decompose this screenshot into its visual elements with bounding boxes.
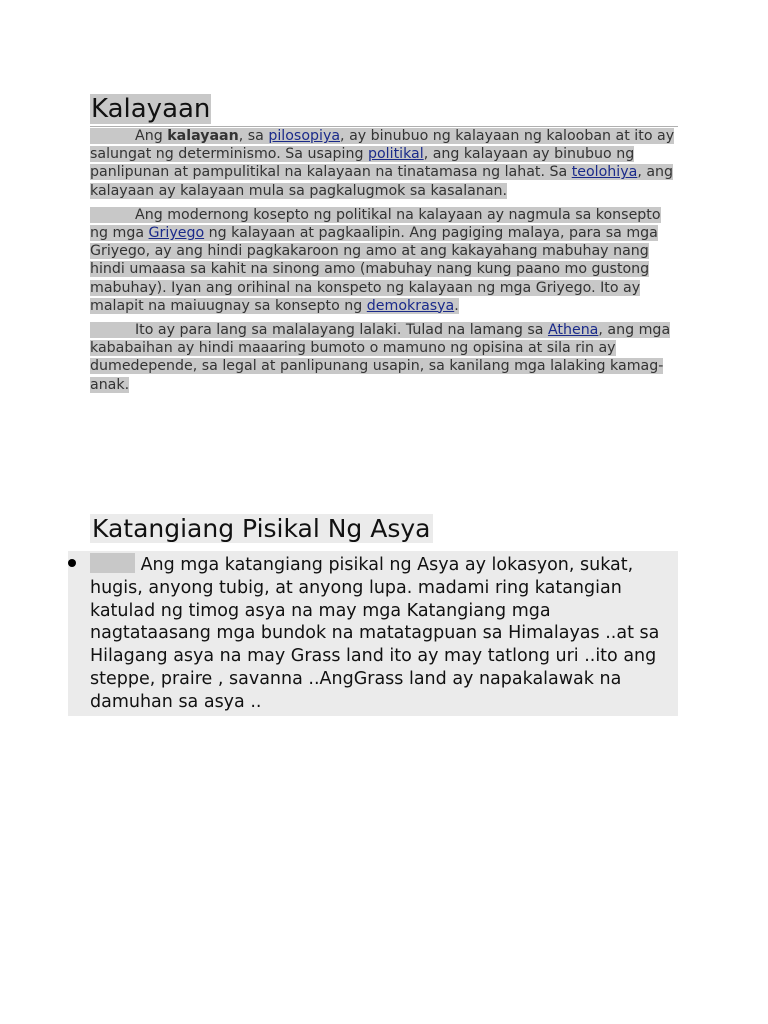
link-pilosopiya[interactable]: pilosopiya: [268, 128, 341, 144]
p2-text-2: ng kalayaan at pagkaalipin. Ang pagiging malaya, para sa mga Griyego, ay ang hindi pagkakaroon ng amo at ang kakayahang mabuhay nang hindi umaasa sa kahit na sinong amo (mabuhay nang kung paano mo gustong mabuhay). Iyan ang orihinal na konspeto ng kalayaan ng mga Griyego. Ito ay malapit na maiuugnay sa konsepto ng: [90, 225, 658, 314]
article-section-asya: [68, 512, 678, 716]
p1-text-2: , sa: [238, 128, 269, 144]
link-athena[interactable]: Athena: [547, 322, 599, 339]
p3-text-2: , ang mga kababaihan ay hindi maaaring bumoto o mamuno ng opisina at sila rin ay dumedepende, sa legal at panlipunang usapin, sa kanilang mga lalaking kamag-anak.: [90, 322, 671, 393]
section-title-text: Katangiang Pisikal Ng Asya: [92, 514, 431, 543]
p1-text-1: Ang: [135, 128, 168, 144]
bullet-list-item: [68, 551, 678, 716]
link-griyego[interactable]: Griyego: [148, 225, 205, 242]
p2-text-1: Ang modernong kosepto ng politikal na kalayaan ay nagmula sa konsepto ng mga: [90, 206, 661, 242]
link-demokrasya[interactable]: demokrasya: [366, 297, 455, 314]
p1-bold-term: kalayaan: [167, 128, 239, 144]
paragraph-1: [90, 127, 678, 200]
p1-text-5: , ang kalayaan ay kalayaan mula sa pagkalugmok sa kasalanan.: [90, 164, 674, 199]
article-section-kalayaan: [90, 92, 678, 400]
p1-text-4: , ang kalayaan ay binubuo ng panlipunan at pampulitikal na kalayaan na tinatamasa ng lahat. Sa: [90, 146, 635, 181]
article-title: [90, 92, 678, 127]
link-politikal[interactable]: politikal: [368, 146, 424, 163]
article-title-text: Kalayaan: [91, 94, 211, 124]
paragraph-3: [90, 321, 678, 394]
p2-text-3: .: [454, 297, 459, 314]
p3-text-1: Ito ay para lang sa malalayang lalaki. Tulad na lamang sa: [135, 322, 548, 339]
bullet-icon: [68, 559, 76, 567]
paragraph-2: [90, 206, 678, 315]
indent-spacer: [90, 553, 135, 573]
p1-text-3: , ay binubuo ng kalayaan ng kalooban at ito ay salungat ng determinismo. Sa usaping: [90, 128, 675, 163]
bullet-text: Ang mga katangiang pisikal ng Asya ay lokasyon, sukat, hugis, anyong tubig, at anyong lupa. madami ring katangian katulad ng timog asya na may mga Katangiang mga nagtataasang mga bundok na matatagpuan sa Himalayas ..at sa Hilagang asya na may Grass land ito ay may tatlong uri ..ito ang steppe, praire , savanna ..AngGrass land ay napakalawak na damuhan sa asya ..: [90, 555, 660, 712]
link-teolohiya[interactable]: teolohiya: [571, 164, 638, 181]
section-title: [90, 512, 678, 546]
